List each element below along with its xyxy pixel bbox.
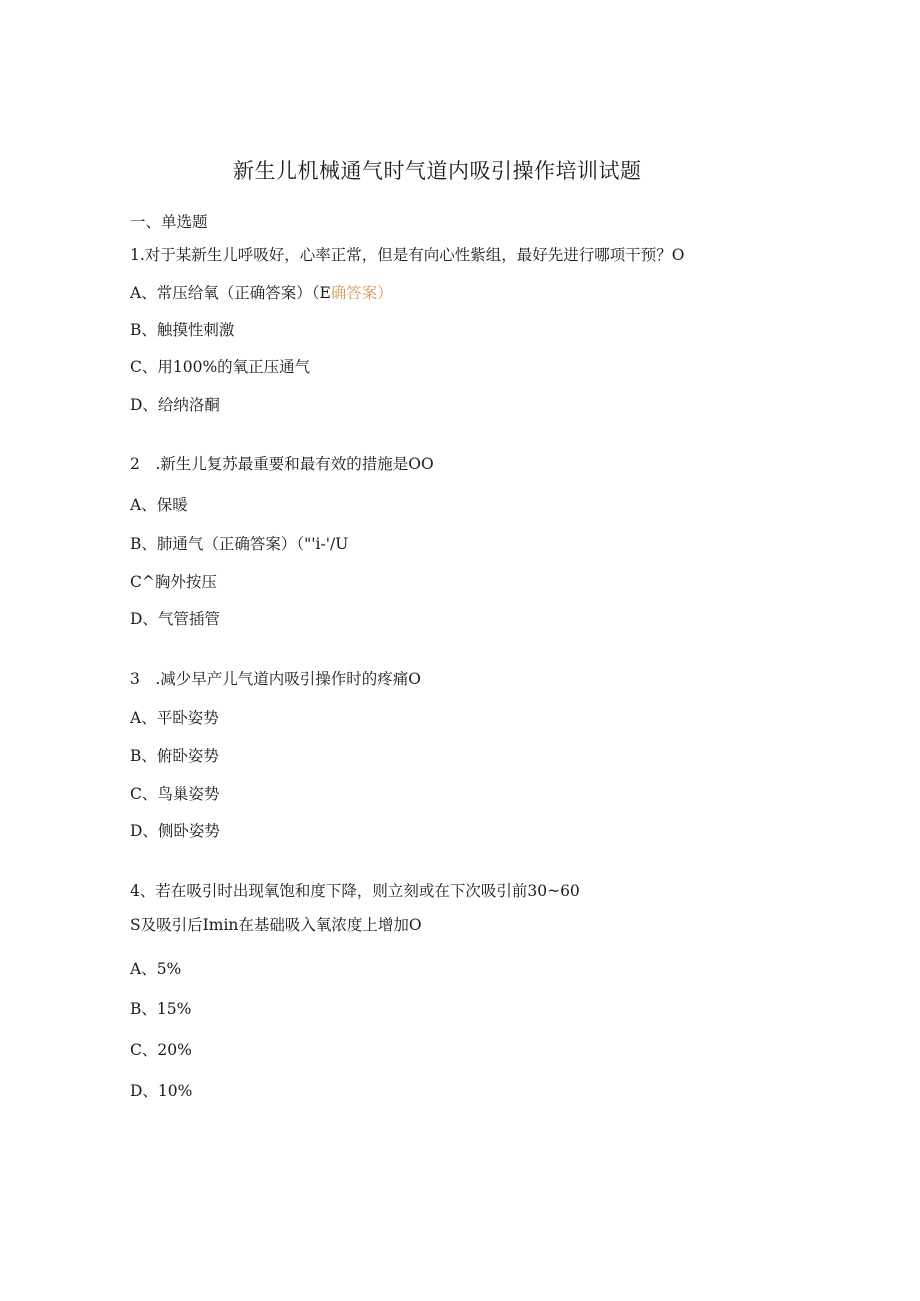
question-4-option-b: B、15% xyxy=(130,1000,192,1018)
question-2-option-a: A、保暖 xyxy=(130,496,188,514)
page-title: 新生儿机械通气时气道内吸引操作培训试题 xyxy=(233,159,642,183)
question-3-option-b: B、俯卧姿势 xyxy=(130,747,219,765)
question-1-option-d: D、给纳洛酮 xyxy=(130,396,220,414)
section-heading: 一、单选题 xyxy=(130,213,208,231)
question-2-option-c: C^胸外按压 xyxy=(130,573,217,591)
question-4-stem-line-2: S及吸引后Imin在基础吸入氧浓度上增加O xyxy=(130,916,422,934)
question-3-option-c: C、鸟巢姿势 xyxy=(130,785,220,803)
question-3-stem: 3 .减少早产儿气道内吸引操作时的疼痛O xyxy=(130,670,421,688)
question-1-option-c: C、用100%的氧正压通气 xyxy=(130,358,311,376)
question-2-option-b: B、肺通气（正确答案）（"'i-'/U xyxy=(130,535,349,553)
question-3-option-a: A、平卧姿势 xyxy=(130,709,219,727)
option-a-highlight: 确答案） xyxy=(330,284,393,302)
question-2-stem: 2 .新生儿复苏最重要和最有效的措施是OO xyxy=(130,455,434,473)
question-1-stem: 1.对于某新生儿呼吸好，心率正常，但是有向心性紫组，最好先进行哪项干预？O xyxy=(130,246,685,264)
question-1-option-b: B、触摸性刺激 xyxy=(130,321,235,339)
question-4-option-a: A、5% xyxy=(130,960,182,978)
option-a-text: A、常压给氧（正确答案）（E xyxy=(130,284,331,302)
question-3-option-d: D、侧卧姿势 xyxy=(130,822,220,840)
question-4-option-c: C、20% xyxy=(130,1041,192,1059)
question-4-stem-line-1: 4、若在吸引时出现氧饱和度下降，则立刻或在下次吸引前30~60 xyxy=(130,882,580,900)
question-2-option-d: D、气管插管 xyxy=(130,610,220,628)
question-4-option-d: D、10% xyxy=(130,1082,193,1100)
question-1-option-a xyxy=(130,286,393,302)
